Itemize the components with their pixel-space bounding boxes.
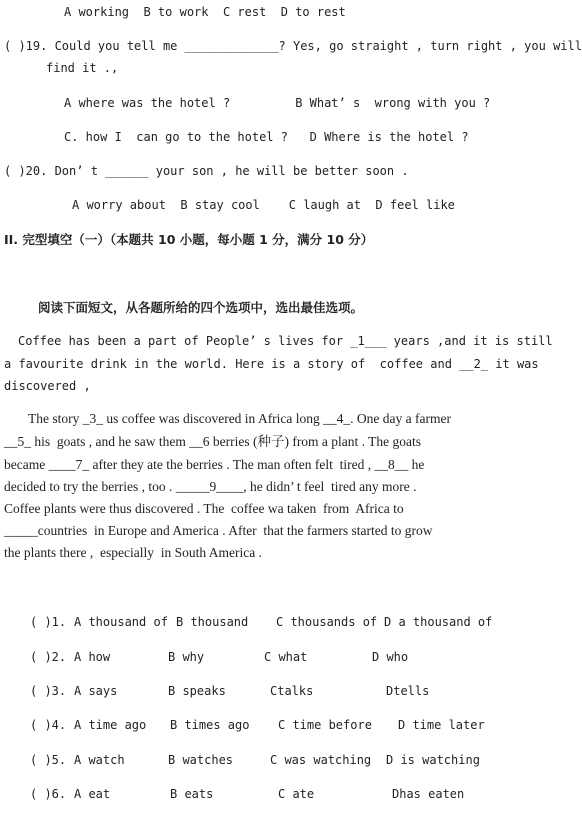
question-2-option-d: D who [372, 650, 409, 664]
q20-stem: ( )20. Don’ t ______ your son , he will be better soon . [4, 164, 409, 178]
question-2-option-a: A how [74, 650, 111, 664]
question-3-option-c: Ctalks [270, 684, 314, 698]
question-2-option-c: C what [264, 650, 308, 664]
passage-p1-line-2: a favourite drink in the world. Here is a story of coffee and __2_ it was [4, 357, 539, 371]
question-1-option-b: B thousand [176, 615, 249, 629]
question-3-option-a: A says [74, 684, 118, 698]
question-1-option-a: A thousand of [74, 615, 168, 629]
question-4-option-d: D time later [398, 718, 485, 732]
question-5-option-d: D is watching [386, 753, 480, 767]
q19-stem: ( )19. Could you tell me _____________? Yes, go straight , turn right , you will [4, 39, 582, 53]
question-5-option-b: B watches [168, 753, 234, 767]
q18-options: A working B to work C rest D to rest [64, 5, 346, 19]
passage-p1-line-3: discovered , [4, 379, 91, 393]
section-heading: II. 完型填空（一）（本题共 10 小题，每小题 1 分，满分 10 分） [4, 232, 374, 247]
question-6-option-d: Dhas eaten [392, 787, 465, 801]
passage-p2-line-7: the plants there , especially in South America . [4, 545, 262, 560]
passage-p2-line-5: Coffee plants were thus discovered . The coffee wa taken from Africa to [4, 501, 404, 516]
question-2-option-b: B why [168, 650, 205, 664]
q19-options-cd: C. how I can go to the hotel ? D Where is the hotel ? [64, 130, 469, 144]
question-1-number: ( )1. [30, 615, 67, 629]
question-1-option-c: C thousands of [276, 615, 378, 629]
question-5-option-c: C was watching [270, 753, 372, 767]
passage-p2-line-4: decided to try the berries , too . _____9____, he didn’ t feel tired any more . [4, 479, 417, 494]
question-2-number: ( )2. [30, 650, 67, 664]
question-3-option-d: Dtells [386, 684, 430, 698]
question-5-number: ( )5. [30, 753, 67, 767]
question-6-option-a: A eat [74, 787, 111, 801]
question-6-option-b: B eats [170, 787, 214, 801]
q20-options: A worry about B stay cool C laugh at D feel like [72, 198, 455, 212]
question-3-option-b: B speaks [168, 684, 226, 698]
question-4-number: ( )4. [30, 718, 67, 732]
question-6-number: ( )6. [30, 787, 67, 801]
question-4-option-c: C time before [278, 718, 372, 732]
q19-stem-cont: find it ., [46, 61, 119, 75]
question-3-number: ( )3. [30, 684, 67, 698]
q19-options-ab: A where was the hotel ? B What’ s wrong with you ? [64, 96, 491, 110]
question-6-option-c: C ate [278, 787, 315, 801]
passage-p1-line-1: Coffee has been a part of People’ s lives for _1___ years ,and it is still [18, 334, 553, 348]
question-1-option-d: D a thousand of [384, 615, 493, 629]
passage-p2-line-1: The story _3_ us coffee was discovered in Africa long __4_. One day a farmer [28, 411, 451, 426]
passage-p2-line-2: __5_ his goats , and he saw them __6 berries (种子) from a plant . The goats [4, 434, 422, 449]
question-5-option-a: A watch [74, 753, 125, 767]
instruction: 阅读下面短文，从各题所给的四个选项中，选出最佳选项。 [38, 300, 364, 315]
question-4-option-b: B times ago [170, 718, 250, 732]
passage-p2-line-6: _____countries in Europe and America . After that the farmers started to grow [4, 523, 433, 538]
question-4-option-a: A time ago [74, 718, 147, 732]
passage-p2-line-3: became ____7_ after they ate the berries . The man often felt tired , __8__ he [4, 457, 425, 472]
